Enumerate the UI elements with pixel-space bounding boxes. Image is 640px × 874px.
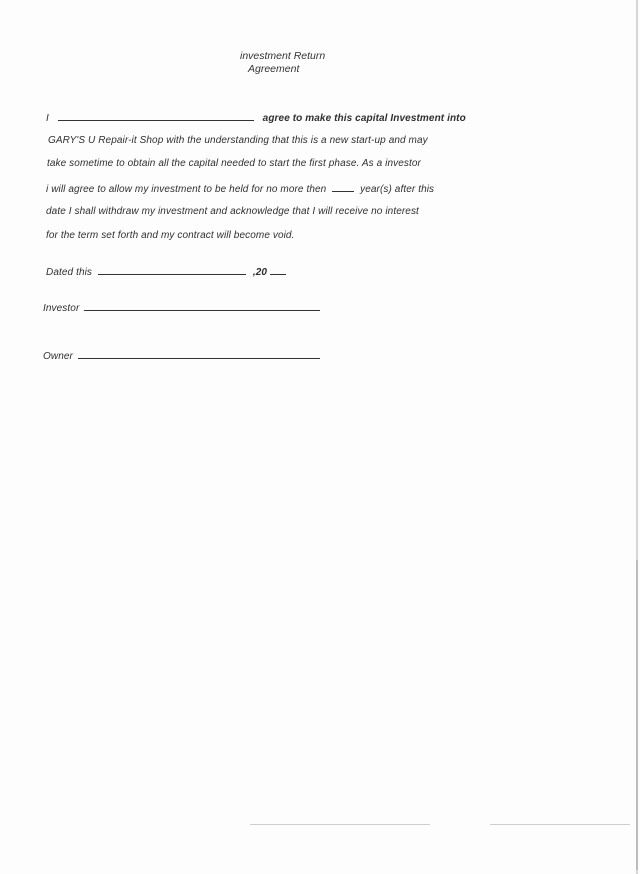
- date-blank[interactable]: [98, 265, 246, 275]
- year-prefix: ,20: [252, 267, 268, 278]
- owner-label: Owner: [43, 351, 73, 362]
- body-line-3: [47, 158, 421, 169]
- body-line-4-text-a: i will agree to allow my investment to be held for no more then: [46, 184, 327, 195]
- investor-label: Investor: [43, 303, 80, 314]
- title-line-2: Agreement: [248, 63, 300, 75]
- title-line-1: investment Return: [240, 50, 326, 62]
- investor-signature-blank[interactable]: [84, 301, 320, 311]
- scan-footer-line-2: [490, 824, 630, 825]
- year-blank[interactable]: [270, 265, 286, 275]
- body-line-2-text: GARY'S U Repair-it Shop with the understanding that this is a new start-up and may: [48, 135, 428, 146]
- body-line-5: [46, 206, 419, 217]
- body-line-1-text: agree to make this capital Investment into: [262, 113, 466, 124]
- body-line-2: [48, 135, 428, 146]
- dated-line: [46, 265, 286, 278]
- owner-signature-blank[interactable]: [78, 349, 320, 359]
- dated-label: Dated this: [46, 267, 93, 278]
- body-line-6: [46, 230, 294, 241]
- owner-line: [43, 349, 320, 362]
- body-line-4-text-b: year(s) after this: [360, 184, 435, 195]
- investor-line: [43, 301, 320, 314]
- scan-footer-line-1: [250, 824, 430, 825]
- body-line-3-text: take sometime to obtain all the capital needed to start the first phase. As a investor: [47, 158, 421, 169]
- body-line-1: [46, 111, 466, 124]
- investor-name-blank[interactable]: [58, 111, 254, 121]
- scan-edge-shadow: [636, 560, 638, 870]
- body-line-6-text: for the term set forth and my contract will become void.: [46, 230, 295, 241]
- body-line-4: [46, 182, 434, 195]
- body-line-5-text: date I shall withdraw my investment and acknowledge that I will receive no interest: [46, 206, 419, 217]
- years-blank[interactable]: [332, 182, 354, 192]
- pledger-prefix: I: [46, 113, 49, 124]
